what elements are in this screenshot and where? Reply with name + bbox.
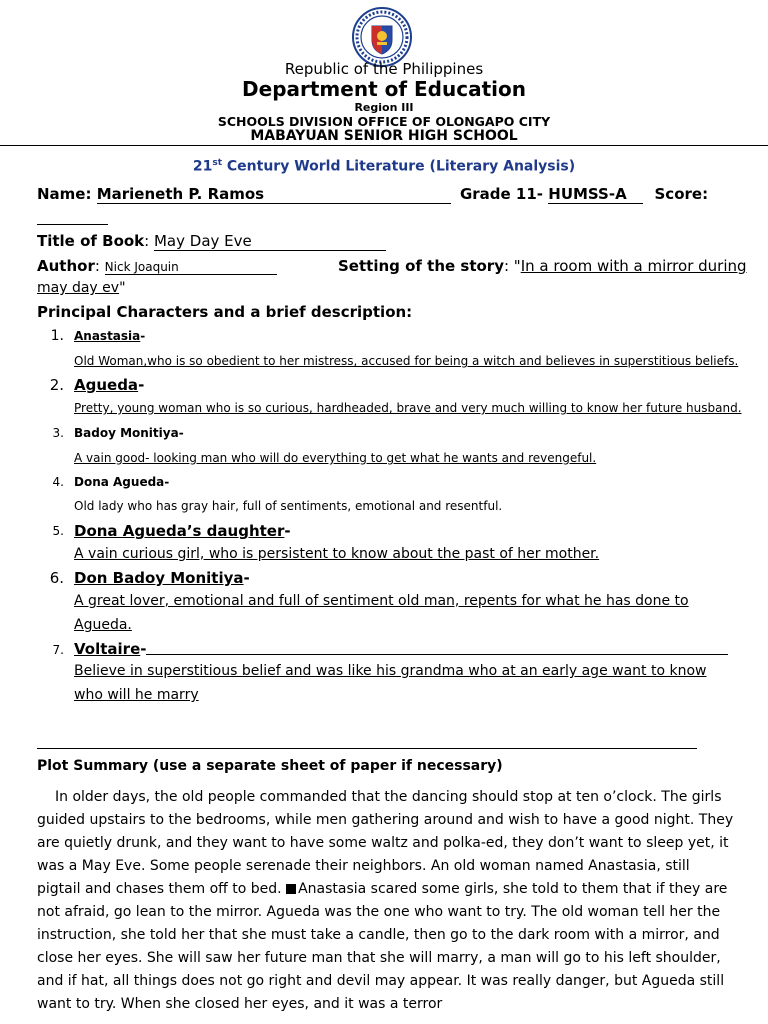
region-line: Region III [354,101,414,114]
grade-label: Grade 11- [459,185,544,203]
list-number: 2. [49,376,64,394]
department-title: Department of Education [242,77,526,101]
character-description: A vain good- looking man who will do everything to get what he wants and revengeful. [74,451,597,465]
name-row [37,185,708,204]
list-number: 1. [50,328,64,344]
grade-field: HUMSS-A [548,185,643,204]
setting-label: Setting of the story [338,257,504,275]
answer-line [146,654,728,655]
list-number: 6. [49,569,64,587]
character-name: Anastasia- [74,329,146,343]
division-line: SCHOOLS DIVISION OFFICE OF OLONGAPO CITY [217,114,551,129]
name-label: Name: [37,185,92,203]
title-field: May Day Eve [154,232,386,251]
character-description: A great lover, emotional and full of sentiment old man, repents for what he has done to [74,593,689,609]
school-name: MABAYUAN SENIOR HIGH SCHOOL [250,128,518,144]
list-number: 7. [52,643,64,657]
title-label: Title of Book [37,232,145,250]
character-name: Voltaire- [74,640,147,658]
character-name: Dona Agueda’s daughter- [74,522,291,540]
setting-row-continued: may day ev" [37,280,126,296]
character-description: Old lady who has gray hair, full of sentiments, emotional and resentful. [74,499,503,513]
character-name: Don Badoy Monitiya- [74,569,250,587]
character-name: Badoy Monitiya- [74,426,184,440]
setting-row: Setting of the story: "In a room with a mirror during [338,257,747,275]
list-number: 5. [52,524,64,538]
character-description: Old Woman,who is so obedient to her mistress, accused for being a witch and believes in superstitious beliefs. [74,354,739,368]
character-description: Believe in superstitious belief and was like his grandma who at an early age want to know [74,663,707,679]
score-field [37,208,108,229]
character-description: Pretty, young woman who is so curious, hardheaded, brave and very much willing to know her future husband. [74,401,742,415]
header-divider [0,145,768,146]
author-field: Nick Joaquin [105,260,277,275]
title-row: Title of Book: May Day Eve [37,232,386,251]
score-label: Score: [654,185,709,203]
section-divider [37,748,697,749]
list-number: 4. [52,475,64,489]
plot-summary: In older days, the old people commanded that the dancing should stop at ten o’clock. The girls guided upstairs to the bedrooms, while men gathering around and wish to have a good night. They are quietly drunk, and they want to have some waltz and polka-ed, they don’t want to sleep yet, it was a May Eve. Some people serenade their neighbors. An old woman named Anastasia, still pigtail and chases them off to bed. Anastasia scared some girls, she told to them that if they are not afraid, go lean to the mirror. Agueda was the one who want to try. The old woman tell her the instruction, she told her that she must take a candle, then go to the dark room with a mirror, and close her eyes. She will saw her future man that she will marry, a man will go to his left shoulder, and if hat, all things does not go right and devil may appear. It was really danger, but Agueda still want to try. When she closed her eyes, and it was a terror [37,789,734,1012]
character-description: who will he marry [74,687,199,703]
character-description: Agueda. [74,617,132,633]
character-name: Agueda- [74,376,145,394]
subject-title: 21st Century World Literature (Literary Analysis) [192,158,576,175]
character-description: A vain curious girl, who is persistent to know about the past of her mother. [74,546,600,562]
bullet-square-icon [286,884,296,894]
republic-line: Republic of the Philippines [284,60,484,78]
author-row: Author: Nick Joaquin [37,257,277,275]
deped-seal-icon [348,6,416,68]
character-name: Dona Agueda- [74,475,170,489]
setting-value: In a room with a mirror during [520,257,747,275]
name-field: Marieneth P. Ramos [97,185,451,204]
characters-heading: Principal Characters and a brief description: [37,303,413,321]
author-label: Author [37,257,95,275]
list-number: 3. [52,426,64,440]
plot-heading: Plot Summary (use a separate sheet of paper if necessary) [37,758,503,774]
